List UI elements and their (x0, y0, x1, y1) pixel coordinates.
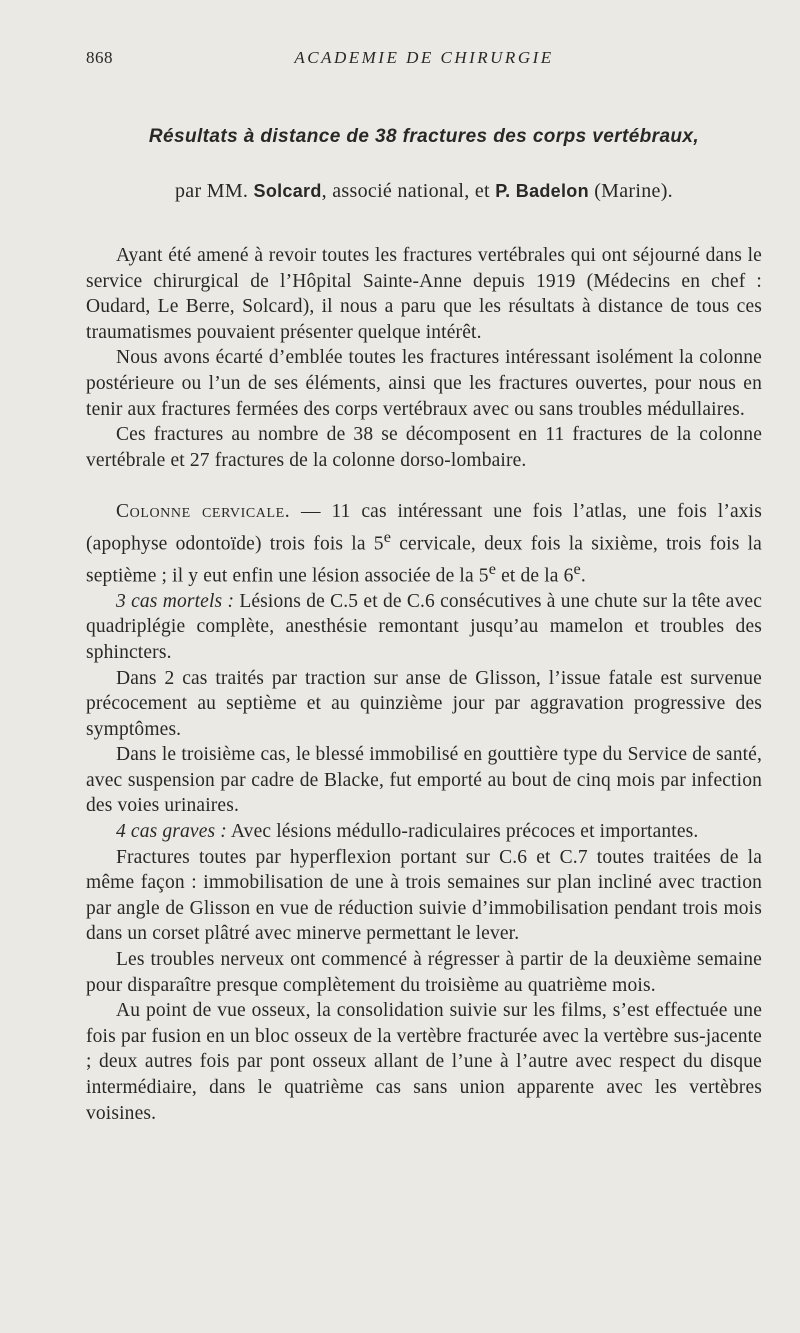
article-body (86, 243, 762, 1126)
article-title: Résultats à distance de 38 fractures des corps vertébraux, (148, 126, 700, 147)
paragraph-fatal-cases: 3 cas mortels : Lésions de C.5 et de C.6 consécutives à une chute sur la tête avec quadriplégie complète, anesthésie remontant jusqu’au mamelon et troubles des sphincters. (86, 590, 762, 663)
author-badelon: P. Badelon (495, 181, 589, 201)
paragraph-breakdown: Ces fractures au nombre de 38 se décomposent en 11 fractures de la colonne vertébrale et 27 fractures de la colonne dorso-lombaire. (86, 424, 762, 471)
page-number: 868 (86, 48, 113, 67)
lead-severe-cases: 4 cas graves : (116, 821, 227, 843)
paragraph-hyperflexion: Fractures toutes par hyperflexion portant sur C.6 et C.7 toutes traitées de la même façon : immobilisation de une à trois semaines sur plan incliné avec traction par angle de Glisson en vue de réduction suivie d’immobilisation pendant trois mois dans un corset plâtré avec minerve permettant le lever. (86, 846, 762, 945)
journal-title: ACADEMIE DE CHIRURGIE (294, 48, 554, 67)
section-heading-cervical: Colonne cervicale. (116, 500, 291, 522)
byline (86, 180, 762, 203)
byline-suffix: (Marine). (594, 180, 673, 202)
lead-fatal-cases: 3 cas mortels : (116, 590, 235, 612)
byline-prefix: par MM. (175, 180, 249, 202)
paragraph-third-case: Dans le troisième cas, le blessé immobilisé en gouttière type du Service de santé, avec suspension par cadre de Blacke, fut emporté au bout de cinq mois par infection des voies urinaires. (86, 744, 762, 817)
author-solcard: Solcard (253, 181, 322, 201)
byline-middle: , associé national, et (321, 180, 490, 202)
running-header (86, 48, 762, 72)
paragraph-nerve-recovery: Les troubles nerveux ont commencé à régresser à partir de la deuxième semaine pour disparaître presque complètement du troisième au quatrième mois. (86, 949, 762, 996)
paragraph-bone-consolidation: Au point de vue osseux, la consolidation suivie sur les films, s’est effectuée une fois par fusion en un bloc osseux de la vertèbre fracturée avec la vertèbre sus-jacente ; deux autres fois par pont osseux allant de l’une à l’autre avec respect du disque intermédiaire, dans le quatrième cas sans union apparente avec les vertèbres voisines. (86, 1000, 762, 1124)
paragraph-glisson: Dans 2 cas traités par traction sur anse de Glisson, l’issue fatale est survenue précocement au septième et au quinzième jour par aggravation progressive des symptômes. (86, 667, 762, 740)
paragraph-severe-cases: 4 cas graves : Avec lésions médullo-radiculaires précoces et importantes. (116, 821, 699, 843)
paragraph-cervical: Colonne cervicale. — 11 cas intéressant une fois l’atlas, une fois l’axis (apophyse odontoïde) trois fois la 5e cervicale, deux fois la sixième, trois fois la septième ; il y eut enfin une lésion associée de la 5e et de la 6e. (86, 500, 762, 587)
paragraph-intro: Ayant été amené à revoir toutes les fractures vertébrales qui ont séjourné dans le service chirurgical de l’Hôpital Sainte-Anne depuis 1919 (Médecins en chef : Oudard, Le Berre, Solcard), il nous a paru que les résultats à distance de tous ces traumatismes pouvaient présenter quelque intérêt. (86, 245, 762, 343)
paragraph-exclusions: Nous avons écarté d’emblée toutes les fractures intéressant isolément la colonne postérieure ou l’un de ses éléments, ainsi que les fractures ouvertes, pour nous en tenir aux fractures fermées des corps vertébraux avec ou sans troubles médullaires. (86, 347, 762, 420)
